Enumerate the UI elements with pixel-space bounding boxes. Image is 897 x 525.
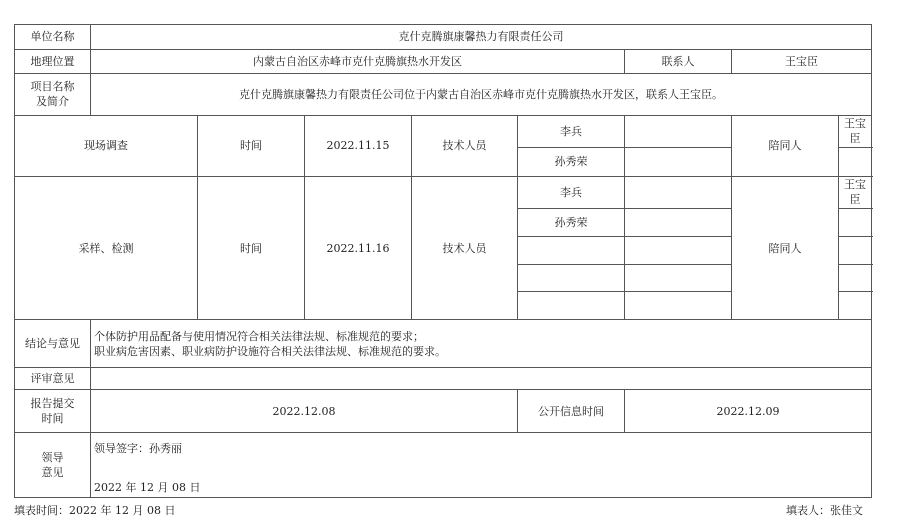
conclusion-line-1: 个体防护用品配备与使用情况符合相关法律法规、标准规范的要求； (94, 329, 424, 343)
review-value (91, 367, 872, 390)
sampling-tech-4 (518, 264, 625, 292)
project-label: 项目名称 及简介 (15, 73, 91, 115)
sampling-blank-4 (625, 264, 732, 292)
project-intro: 克什克腾旗康馨热力有限责任公司位于内蒙古自治区赤峰市克什克腾旗热水开发区，联系人王宝臣。 (91, 73, 872, 115)
survey-blank-2 (625, 147, 732, 176)
sampling-time-label: 时间 (198, 176, 305, 320)
review-label: 评审意见 (15, 367, 91, 390)
fill-time: 填表时间：2022 年 12 月 08 日 (14, 504, 176, 517)
conclusion-line-2: 职业病危害因素、职业病防护设施符合相关法律法规、标准规范的要求。 (94, 344, 446, 358)
sampling-accompany-4 (839, 264, 872, 292)
location-label: 地理位置 (15, 49, 91, 73)
sampling-accompany-2 (839, 208, 872, 236)
survey-blank-1 (625, 115, 732, 147)
conclusion-label: 结论与意见 (15, 320, 91, 368)
sampling-tech-3 (518, 236, 625, 264)
row-review (15, 367, 872, 390)
unit-name-label: 单位名称 (15, 25, 91, 50)
sampling-blank-1 (625, 176, 732, 208)
row-project (15, 73, 872, 115)
row-survey-1 (15, 115, 872, 147)
sampling-accompany-1: 王宝臣 (839, 176, 872, 208)
leader-opinion (91, 432, 872, 497)
sampling-tech-5 (518, 292, 625, 320)
contact-label: 联系人 (625, 49, 732, 73)
evaluation-form-table (14, 24, 872, 498)
survey-time-label: 时间 (198, 115, 305, 176)
survey-tech-label: 技术人员 (412, 115, 518, 176)
sampling-tech-1: 李兵 (518, 176, 625, 208)
row-leader (15, 432, 872, 497)
survey-accompany-2 (839, 147, 872, 176)
conclusion-text (91, 320, 872, 368)
report-label: 报告提交 时间 (15, 390, 91, 432)
unit-name-value: 克什克腾旗康馨热力有限责任公司 (91, 25, 872, 50)
sampling-accompany-3 (839, 236, 872, 264)
row-sampling-1 (15, 176, 872, 208)
contact-value: 王宝臣 (732, 49, 872, 73)
survey-accompany-1: 王宝臣 (839, 115, 872, 147)
row-report (15, 390, 872, 432)
report-date: 2022.12.08 (91, 390, 518, 432)
survey-accompany-label: 陪同人 (732, 115, 839, 176)
sampling-label: 采样、检测 (15, 176, 198, 320)
sampling-accompany-5 (839, 292, 872, 320)
survey-tech-2: 孙秀荣 (518, 147, 625, 176)
sampling-date: 2022.11.16 (305, 176, 412, 320)
row-conclusion (15, 320, 872, 368)
publish-label: 公开信息时间 (518, 390, 625, 432)
sampling-blank-3 (625, 236, 732, 264)
survey-tech-1: 李兵 (518, 115, 625, 147)
location-value: 内蒙古自治区赤峰市克什克腾旗热水开发区 (91, 49, 625, 73)
survey-date: 2022.11.15 (305, 115, 412, 176)
leader-label: 领导 意见 (15, 432, 91, 497)
leader-date: 2022 年 12 月 08 日 (94, 480, 201, 494)
publish-date: 2022.12.09 (625, 390, 872, 432)
sampling-blank-5 (625, 292, 732, 320)
sampling-tech-2: 孙秀荣 (518, 208, 625, 236)
sampling-accompany-label: 陪同人 (732, 176, 839, 320)
filler: 填表人：张佳文 (786, 504, 863, 517)
survey-label: 现场调查 (15, 115, 198, 176)
row-unit-name (15, 25, 872, 50)
row-location (15, 49, 872, 73)
leader-signature: 领导签字：孙秀丽 (94, 441, 182, 455)
sampling-blank-2 (625, 208, 732, 236)
sampling-tech-label: 技术人员 (412, 176, 518, 320)
